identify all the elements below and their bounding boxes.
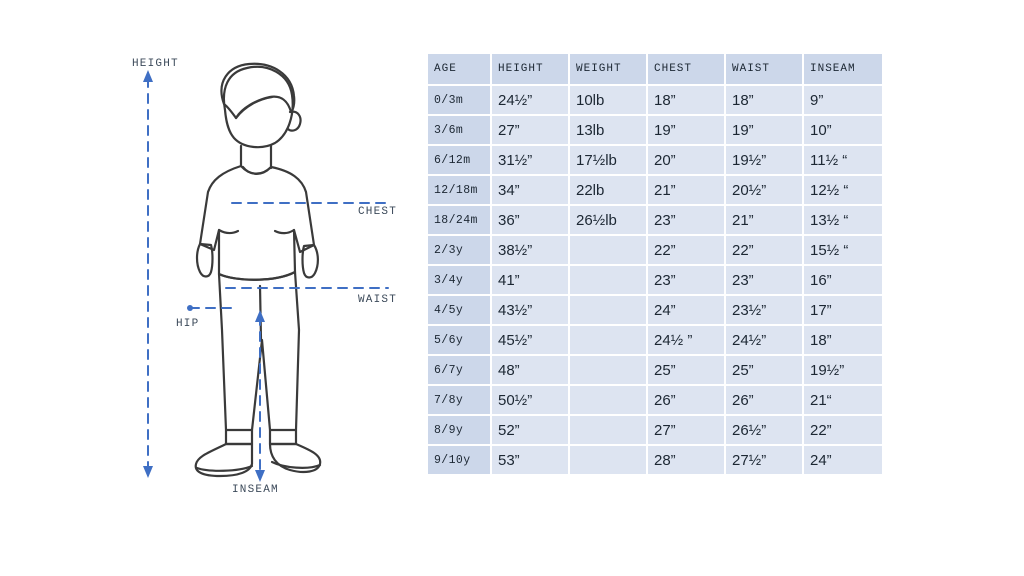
cell-waist: 20½” [725,175,803,205]
table-header [427,53,883,85]
cell-height: 52” [491,415,569,445]
column-header-chest: CHEST [647,53,725,85]
cell-inseam: 22” [803,415,883,445]
table-row [427,115,883,145]
size-table-container [426,52,882,476]
cell-weight: 10lb [569,85,647,115]
cell-inseam: 15½ “ [803,235,883,265]
height-arrow-bottom [143,466,153,478]
cell-age: 8/9y [427,415,491,445]
cell-inseam: 12½ “ [803,175,883,205]
cell-height: 50½” [491,385,569,415]
inseam-arrow-top [255,310,265,322]
table-row [427,445,883,475]
cell-chest: 21” [647,175,725,205]
cell-waist: 19” [725,115,803,145]
column-header-waist: WAIST [725,53,803,85]
cell-inseam: 17” [803,295,883,325]
cell-weight [569,385,647,415]
size-table [426,52,884,476]
cell-height: 34” [491,175,569,205]
table-row [427,355,883,385]
column-header-height: HEIGHT [491,53,569,85]
cell-waist: 22” [725,235,803,265]
shoe-right-sole [272,462,320,468]
cell-weight [569,445,647,475]
cell-age: 3/4y [427,265,491,295]
cell-weight: 17½lb [569,145,647,175]
cell-height: 43½” [491,295,569,325]
shoe-left-sole [197,466,252,471]
cell-weight: 26½lb [569,205,647,235]
cell-weight [569,355,647,385]
cell-age: 5/6y [427,325,491,355]
cell-inseam: 10” [803,115,883,145]
table-row [427,415,883,445]
label-hip: HIP [176,318,200,330]
cell-waist: 23” [725,265,803,295]
cell-age: 3/6m [427,115,491,145]
cell-chest: 23” [647,265,725,295]
cuff-left-outline [226,430,252,444]
cell-chest: 18” [647,85,725,115]
cell-age: 2/3y [427,235,491,265]
cell-inseam: 18” [803,325,883,355]
cell-inseam: 19½” [803,355,883,385]
cuff-right-outline [270,430,296,444]
cell-chest: 25” [647,355,725,385]
cell-inseam: 11½ “ [803,145,883,175]
cell-chest: 26” [647,385,725,415]
table-header-row [427,53,883,85]
column-header-weight: WEIGHT [569,53,647,85]
table-row [427,85,883,115]
cell-weight [569,265,647,295]
cell-height: 48” [491,355,569,385]
cell-age: 18/24m [427,205,491,235]
cell-inseam: 13½ “ [803,205,883,235]
cell-waist: 23½” [725,295,803,325]
cell-age: 6/12m [427,145,491,175]
cell-height: 36” [491,205,569,235]
cell-age: 4/5y [427,295,491,325]
cell-chest: 23” [647,205,725,235]
cell-chest: 24½ ” [647,325,725,355]
hair-outline [222,64,295,118]
cell-height: 38½” [491,235,569,265]
head-outline [224,67,293,147]
sleeve-left-line [219,230,238,233]
table-row [427,325,883,355]
label-inseam: INSEAM [232,484,279,496]
cell-waist: 21” [725,205,803,235]
cell-inseam: 16” [803,265,883,295]
label-height: HEIGHT [132,58,179,70]
table-row [427,295,883,325]
table-body [427,85,883,475]
label-chest: CHEST [358,206,398,218]
cell-age: 6/7y [427,355,491,385]
cell-chest: 19” [647,115,725,145]
cell-height: 24½” [491,85,569,115]
cell-height: 31½” [491,145,569,175]
cell-chest: 20” [647,145,725,175]
cell-waist: 27½” [725,445,803,475]
column-header-age: AGE [427,53,491,85]
table-row [427,265,883,295]
cell-waist: 19½” [725,145,803,175]
cell-waist: 26½” [725,415,803,445]
height-arrow-top [143,70,153,82]
table-row [427,145,883,175]
cell-chest: 27” [647,415,725,445]
cell-age: 7/8y [427,385,491,415]
cell-weight [569,415,647,445]
shirt-outline [200,166,314,280]
hip-point-marker [187,305,193,311]
cell-inseam: 24” [803,445,883,475]
child-figure-diagram [0,0,420,576]
cell-waist: 24½” [725,325,803,355]
cell-age: 9/10y [427,445,491,475]
cell-weight [569,235,647,265]
cell-height: 27” [491,115,569,145]
cell-chest: 24” [647,295,725,325]
neck-outline [241,146,271,168]
figure-illustration-panel [0,0,420,576]
label-waist: WAIST [358,294,398,306]
cell-height: 53” [491,445,569,475]
sleeve-right-line [275,230,294,233]
table-row [427,175,883,205]
cell-age: 12/18m [427,175,491,205]
table-row [427,205,883,235]
cell-inseam: 9” [803,85,883,115]
cell-waist: 26” [725,385,803,415]
cell-age: 0/3m [427,85,491,115]
cell-weight: 22lb [569,175,647,205]
cell-waist: 18” [725,85,803,115]
cell-height: 45½” [491,325,569,355]
table-row [427,235,883,265]
collar-outline [243,167,270,174]
table-row [427,385,883,415]
cell-chest: 22” [647,235,725,265]
cell-weight: 13lb [569,115,647,145]
cell-weight [569,295,647,325]
cell-chest: 28” [647,445,725,475]
hair-detail [236,97,272,118]
cell-inseam: 21“ [803,385,883,415]
cell-waist: 25” [725,355,803,385]
cell-height: 41” [491,265,569,295]
inseam-arrow-bottom [255,470,265,482]
column-header-inseam: INSEAM [803,53,883,85]
cell-weight [569,325,647,355]
